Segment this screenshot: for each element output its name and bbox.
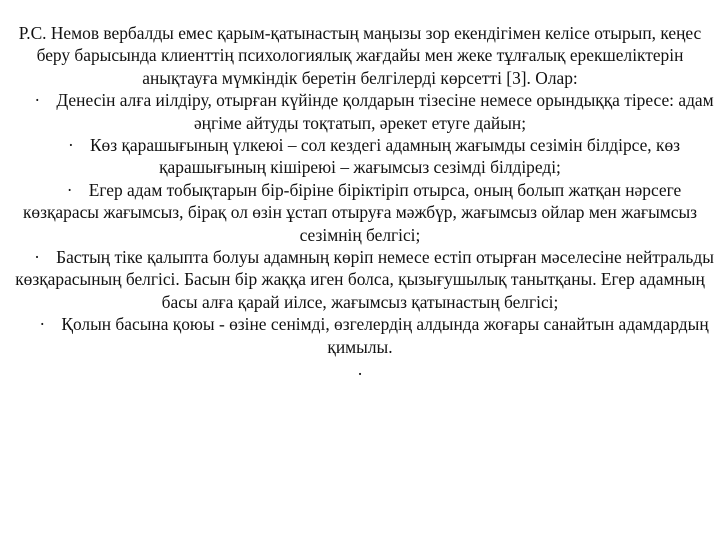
bullet-marker: · <box>66 179 73 200</box>
bullet-marker: · <box>34 247 40 268</box>
list-item-1 <box>4 89 716 134</box>
document-body <box>4 22 716 380</box>
list-item-text: Бастың тіке қалыпта болуы адамның көріп немесе естіп отырған мәселесіне нейтральды көзқарасының белгісі. Басын бір жаққа иген болса, қызығушылық танытқаны. Егер адамның басы алға қарай иілсе, жағымсыз қатынастың белгісі; <box>15 247 714 312</box>
list-item-text: Көз қарашығының үлкеюі – сол кездегі адамның жағымды сезімін білдірсе, көз қарашығының кішіреюі – жағымсыз сезімді білдіреді; <box>89 135 681 178</box>
list-item-4 <box>4 246 716 313</box>
list-item-text: Қолын басына қоюы - өзіне сенімді, өзгелердің алдында жоғары санайтын адамдардың қимылы. <box>61 314 709 357</box>
intro-paragraph: Р.С. Немов вербалды емес қарым-қатынастың маңызы зор екендігімен келісе отырып, кеңес беру барысында клиенттің психологиялық жағдайы мен жеке тұлғалық ерекшеліктерін анықтауға мүмкіндік беретін белгілерді көрсетті [3]. Олар: <box>18 23 702 88</box>
list-item-text: Денесін алға иілдіру, отырған күйінде қолдарын тізесіне немесе орындыққа тіресе: адам әңгіме айтуды тоқтатып, әрекет етуге дайын; <box>56 90 714 133</box>
bullet-marker: · <box>39 314 46 335</box>
bullet-marker: · <box>34 90 41 111</box>
list-item-5 <box>4 313 716 358</box>
bullet-marker: · <box>67 135 74 156</box>
list-item-3 <box>4 179 716 246</box>
list-item-text: Егер адам тобықтарын бір-біріне біріктіріп отырса, оның болып жатқан нәрсеге көзқарасы жағымсыз, бірақ ол өзін ұстап отыруға мәжбүр, жағымсыз ойлар мен жағымсыз сезімнің белгісі; <box>22 179 698 245</box>
trailing-mark: . <box>357 359 363 380</box>
list-item-2 <box>4 134 716 179</box>
